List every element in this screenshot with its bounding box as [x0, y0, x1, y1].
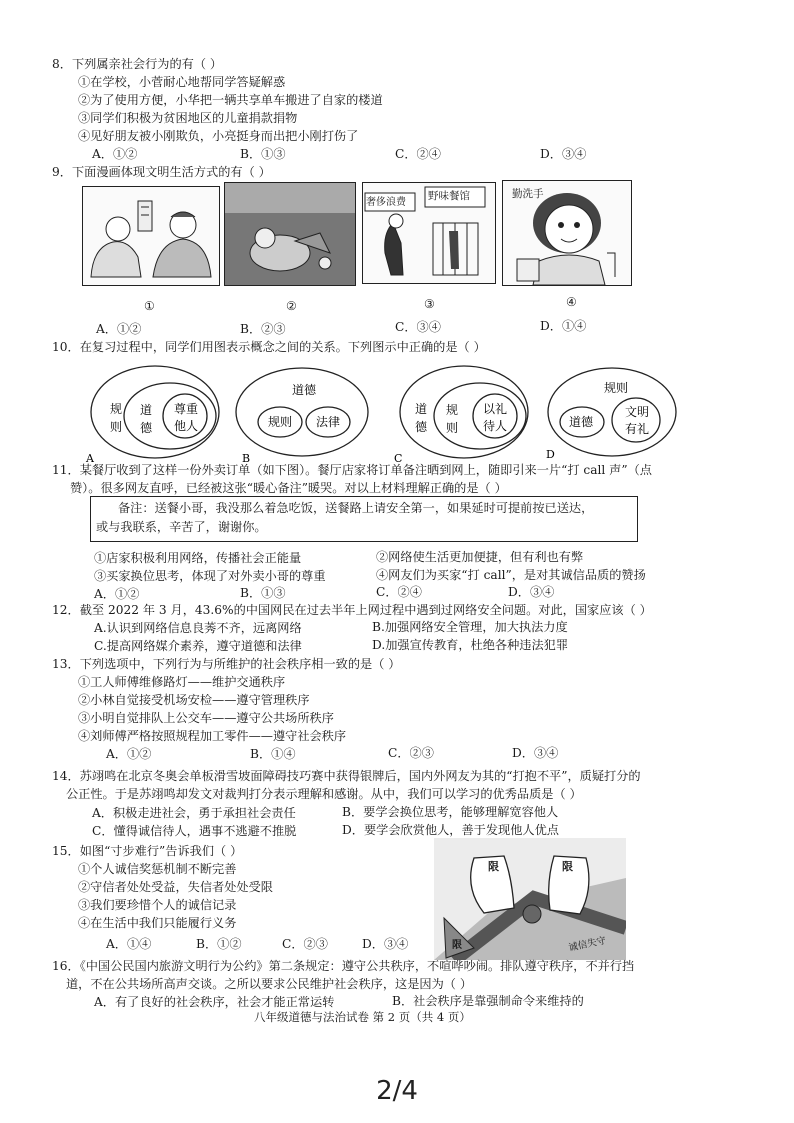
- diagram-c-inner-2: 待人: [483, 419, 508, 433]
- q9-option-a[interactable]: A．①②: [96, 322, 142, 336]
- q12-option-a[interactable]: A.认识到网络信息良莠不齐，远离网络: [94, 621, 302, 635]
- diagram-c: [394, 366, 528, 465]
- page-footer: 八年级道德与法治试卷 第 2 页（共 4 页）: [254, 1010, 471, 1024]
- q8-stem: 8．下列属亲社会行为的有（ ）: [52, 57, 223, 71]
- q11-option-a[interactable]: A．①②: [94, 587, 140, 601]
- diagram-a-outer-2: 则: [110, 420, 123, 434]
- q8-option-a[interactable]: A．①②: [92, 147, 138, 161]
- q15-option-a[interactable]: A．①④: [106, 937, 152, 951]
- diagram-d: [546, 368, 676, 461]
- diagram-a-inner-1: 尊重: [174, 402, 199, 416]
- q8-item-3: ③同学们积极为贫困地区的儿童捐款捐物: [78, 111, 298, 125]
- q15-cartoon-text-1: 限: [488, 860, 499, 873]
- q8-option-b[interactable]: B．①③: [240, 147, 286, 161]
- q10-stem: 10．在复习过程中，同学们用图表示概念之间的关系。下列图示中正确的是（ ）: [52, 340, 486, 354]
- diagram-b: [236, 368, 368, 465]
- q14-option-d[interactable]: D．要学会欣赏他人，善于发现他人优点: [342, 823, 559, 837]
- q13-item-1: ①工人师傅维修路灯——维护交通秩序: [78, 675, 286, 689]
- q15-item-1: ①个人诚信奖惩机制不断完善: [78, 862, 237, 876]
- diagram-a-middle-2: 德: [140, 421, 153, 435]
- diagram-a: [85, 366, 219, 465]
- diagram-c-outer-2: 德: [415, 420, 428, 434]
- diagram-c-inner-1: 以礼: [483, 402, 508, 416]
- q11-item-4: ④网友们为买家“打 call”，是对其诚信品质的赞扬: [376, 568, 646, 582]
- comic-1-label: ①: [144, 299, 155, 313]
- q15-option-c[interactable]: C．②③: [282, 937, 328, 951]
- comic-4-label: ④: [566, 295, 577, 309]
- q8-item-1: ①在学校，小菅耐心地帮同学答疑解惑: [78, 75, 286, 89]
- diagram-a-letter: A: [86, 452, 94, 465]
- q9-option-c[interactable]: C．③④: [395, 320, 441, 334]
- comic-1: [82, 186, 220, 286]
- comic-2-label: ②: [286, 299, 297, 313]
- q14-stem-line-1: 14．苏翊鸣在北京冬奥会单板滑雪坡面障碍技巧赛中获得银牌后，国内外网友为其的“打抱不平”，质疑打分的: [52, 769, 641, 783]
- diagram-d-left: 道德: [569, 415, 594, 429]
- q8-option-c[interactable]: C．②④: [395, 147, 441, 161]
- q16-stem-line-2: 道，不在公共场所高声交谈。之所以要求公民维护社会秩序，这是因为（ ）: [66, 977, 473, 991]
- comic-3-label: ③: [424, 297, 435, 311]
- q12-option-d[interactable]: D.加强宣传教育，杜绝各种违法犯罪: [372, 638, 569, 652]
- q9-option-d[interactable]: D．①④: [540, 319, 587, 333]
- q14-option-a[interactable]: A．积极走进社会，勇于承担社会责任: [92, 806, 296, 820]
- diagram-a-inner-2: 他人: [174, 419, 199, 433]
- comic-3-sign-right: 野味餐馆: [428, 190, 470, 202]
- q16-option-a[interactable]: A．有了良好的社会秩序，社会才能正常运转: [94, 995, 335, 1009]
- q8-option-d[interactable]: D．③④: [540, 147, 587, 161]
- q11-option-b[interactable]: B．①③: [240, 586, 286, 600]
- q12-option-c[interactable]: C.提高网络媒介素养，遵守道德和法律: [94, 639, 302, 653]
- q10-diagrams: [80, 360, 680, 470]
- q9-stem: 9．下面漫画体现文明生活方式的有（ ）: [52, 165, 271, 179]
- diagram-a-outer-1: 规: [110, 402, 123, 416]
- diagram-d-letter: D: [546, 448, 555, 461]
- q11-item-1: ①店家积极利用网络，传播社会正能量: [94, 551, 302, 565]
- q13-option-a[interactable]: A．①②: [106, 747, 152, 761]
- q15-item-4: ④在生活中我们只能履行义务: [78, 916, 237, 930]
- comic-3-sign-left: 奢侈浪费: [366, 197, 406, 208]
- q11-item-2: ②网络使生活更加便捷，但有利也有弊: [376, 550, 584, 564]
- q14-stem-line-2: 公正性。于是苏翊鸣却发文对裁判打分表示理解和感谢。从中，我们可以学习的优秀品质是（ ）: [66, 787, 582, 801]
- q11-stem-line-1: 11．某餐厅收到了这样一份外卖订单（如下图）。餐厅店家将订单备注晒到网上，随即引来一片“打 call 声”（点: [52, 463, 652, 477]
- q15-item-3: ③我们要珍惜个人的诚信记录: [78, 898, 237, 912]
- q15-item-2: ②守信者处处受益，失信者处处受限: [78, 880, 273, 894]
- comic-4-caption: 勤洗手: [512, 188, 544, 200]
- q11-option-d[interactable]: D．③④: [508, 585, 555, 599]
- q13-option-d[interactable]: D．③④: [512, 746, 559, 760]
- q13-item-2: ②小林自觉接受机场安检——遵守管理秩序: [78, 693, 310, 707]
- q13-option-c[interactable]: C．②③: [388, 746, 434, 760]
- comic-1-drawing: [83, 187, 219, 285]
- q13-item-4: ④刘师傅严格按照规程加工零件——遵守社会秩序: [78, 729, 347, 743]
- q12-stem: 12．截至 2022 年 3 月，43.6%的中国网民在过去半年上网过程中遇到过网络安全问题。对此，国家应该（ ）: [52, 603, 652, 617]
- q11-note-line-2: 或与我联系，辛苦了，谢谢你。: [96, 520, 267, 534]
- diagram-d-outer: 规则: [604, 381, 629, 395]
- q15-cartoon-text-4: 诚信失守: [567, 935, 608, 954]
- q11-stem-line-2: 赞）。很多网友直呼，已经被这张“暖心备注”暖哭。对以上材料理解正确的是（ ）: [70, 481, 507, 495]
- diagram-b-right: 法律: [316, 415, 341, 429]
- q16-option-b[interactable]: B．社会秩序是靠强制命令来维持的: [392, 994, 584, 1008]
- diagram-c-outer-1: 道: [415, 402, 428, 416]
- q12-option-b[interactable]: B.加强网络安全管理，加大执法力度: [372, 620, 568, 634]
- page-indicator: 2/4: [376, 1076, 418, 1106]
- q15-stem: 15．如图“寸步难行”告诉我们（ ）: [52, 844, 243, 858]
- q11-note-line-1: 备注：送餐小哥，我没那么着急吃饭，送餐路上请安全第一，如果延时可提前按已送达，: [118, 501, 594, 515]
- q15-cartoon-text-3: 限: [452, 940, 462, 951]
- diagram-b-letter: B: [242, 452, 251, 465]
- q15-option-d[interactable]: D．③④: [362, 937, 409, 951]
- diagram-c-middle-1: 规: [446, 403, 459, 417]
- q13-stem: 13．下列选项中，下列行为与所维护的社会秩序相一致的是（ ）: [52, 657, 401, 671]
- q9-option-b[interactable]: B．②③: [240, 322, 286, 336]
- diagram-a-middle-1: 道: [140, 403, 153, 417]
- q13-item-3: ③小明自觉排队上公交车——遵守公共场所秩序: [78, 711, 334, 725]
- comic-2-drawing: [225, 183, 355, 285]
- q16-stem-line-1: 16．《中国公民国内旅游文明行为公约》第二条规定：遵守公共秩序，不喧哗吵闹。排队遵守秩序，不并行挡: [52, 959, 635, 973]
- diagram-b-left: 规则: [268, 415, 293, 429]
- q14-option-c[interactable]: C．懂得诚信待人，遇事不逃避不推脱: [92, 824, 297, 838]
- q8-item-2: ②为了使用方便，小华把一辆共享单车搬进了自家的楼道: [78, 93, 383, 107]
- q15-option-b[interactable]: B．①②: [196, 937, 242, 951]
- q11-option-c[interactable]: C．②④: [376, 585, 422, 599]
- comic-2: [224, 182, 356, 286]
- q8-item-4: ④见好朋友被小刚欺负，小亮挺身而出把小刚打伤了: [78, 129, 359, 143]
- q15-cartoon-text-2: 限: [562, 860, 573, 873]
- q14-option-b[interactable]: B．要学会换位思考，能够理解宽容他人: [342, 805, 559, 819]
- diagram-b-outer: 道德: [292, 383, 317, 397]
- diagram-c-middle-2: 则: [446, 421, 459, 435]
- q11-item-3: ③买家换位思考，体现了对外卖小哥的尊重: [94, 569, 326, 583]
- diagram-c-letter: C: [394, 452, 403, 465]
- diagram-d-right-2: 有礼: [625, 422, 650, 436]
- q13-option-b[interactable]: B．①④: [250, 747, 296, 761]
- diagram-d-right-1: 文明: [625, 405, 650, 419]
